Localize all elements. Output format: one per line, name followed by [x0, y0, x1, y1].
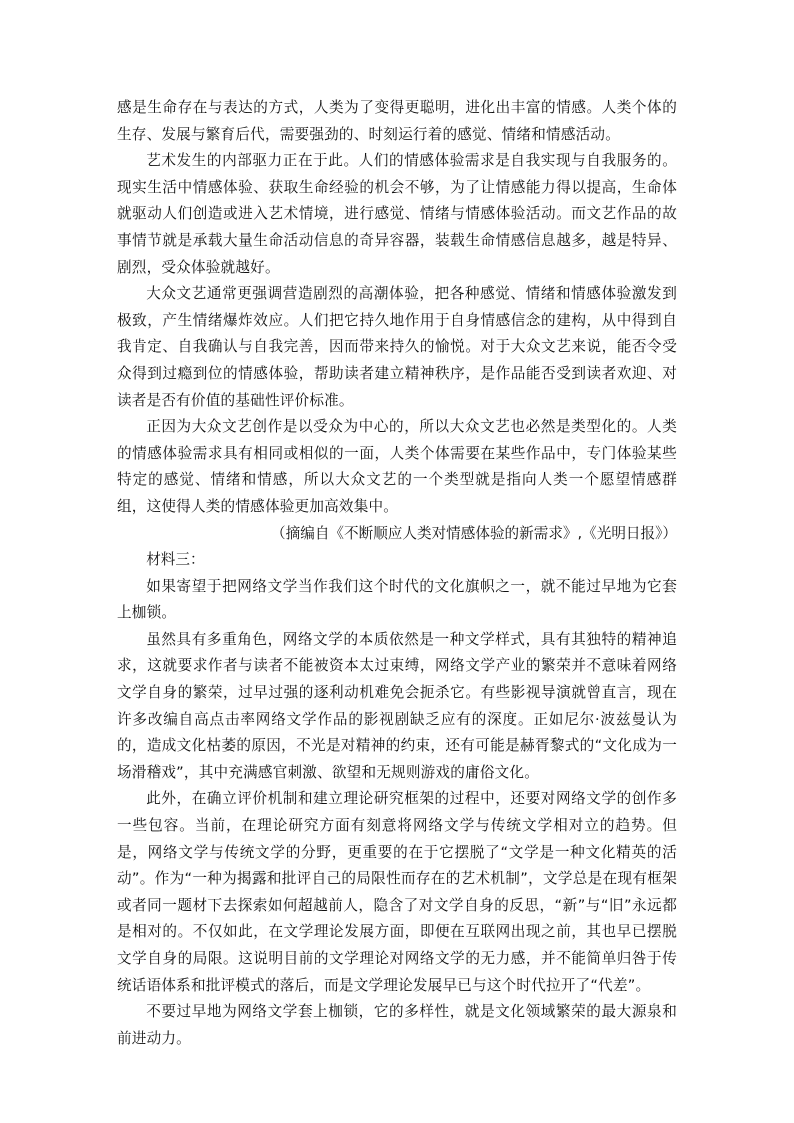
- document-page: [117, 95, 677, 1052]
- paragraph-genre: 正因为大众文艺创作是以受众为中心的，所以大众文艺也必然是类型化的。人类的情感体验需求具有相同或相似的一面，人类个体需要在某些作品中，专门体验某些特定的感觉、情绪和情感，所以大众文艺的一个类型就是指向人类一个愿望情感群组，这使得人类的情感体验更加高效集中。: [117, 418, 677, 515]
- paragraph-continued: 感是生命存在与表达的方式，人类为了变得更聪明，进化出丰富的情感。人类个体的生存、发展与繁育后代，需要强劲的、时刻运行着的感觉、情绪和情感活动。: [117, 99, 677, 143]
- source-citation: （摘编自《不断顺应人类对情感体验的新需求》,《光明日报》）: [271, 524, 677, 542]
- paragraph-popular-art: 大众文艺通常更强调营造剧烈的高潮体验，把各种感觉、情绪和情感体验激发到极致，产生情绪爆炸效应。人们把它持久地作用于自身情感信念的建构，从中得到自我肯定、自我确认与自我完善，因而带来持久的愉悦。对于大众文艺来说，能否令受众得到过瘾到位的情感体验，帮助读者建立精神秩序，是作品能否受到读者欢迎、对读者是否有价值的基础性评价标准。: [117, 285, 677, 409]
- paragraph-shackles: 如果寄望于把网络文学当作我们这个时代的文化旗帜之一，就不能过早地为它套上枷锁。: [117, 577, 677, 622]
- material-label: 材料三：: [146, 551, 205, 569]
- paragraph-art-drive: 艺术发生的内部驱力正在于此。人们的情感体验需求是自我实现与自我服务的。现实生活中情感体验、获取生命经验的机会不够，为了让情感能力得以提高，生命体就驱动人们创造或进入艺术情境，进行感觉、情绪与情感体验活动。而文艺作品的故事情节就是承载大量生命活动信息的奇异容器，装载生命情感信息越多，越是特异、剧烈，受众体验就越好。: [117, 152, 677, 276]
- paragraph-tolerance: 此外，在确立评价机制和建立理论研究框架的过程中，还要对网络文学的创作多一些包容。当前，在理论研究方面有刻意将网络文学与传统文学相对立的趋势。但是，网络文学与传统文学的分野，更重要的在于它摆脱了“文学是一种文化精英的活动”。作为“一种为揭露和批评自己的局限性而存在的艺术机制”，文学总是在现有框架或者同一题材下去探索如何超越前人，隐含了对文学自身的反思，“新”与“旧”永远都是相对的。不仅如此，在文学理论发展方面，即便在互联网出现之前，其也早已摆脱文学自身的局限。这说明目前的文学理论对网络文学的无力感，并不能简单归咎于传统话语体系和批评模式的落后，而是文学理论发展早已与这个时代拉开了“代差”。: [117, 790, 677, 994]
- paragraph-essence: 虽然具有多重角色，网络文学的本质依然是一种文学样式，具有其独特的精神追求，这就要求作者与读者不能被资本太过束缚，网络文学产业的繁荣并不意味着网络文学自身的繁荣，过早过强的逐利动机难免会扼杀它。有些影视导演就曾直言，现在许多改编自高点击率网络文学作品的影视剧缺乏应有的深度。正如尼尔·波兹曼认为的，造成文化枯萎的原因，不光是对精神的约束，还有可能是赫胥黎式的“文化成为一场滑稽戏”，其中充满感官刺激、欲望和无规则游戏的庸俗文化。: [117, 630, 677, 781]
- paragraph-conclusion: 不要过早地为网络文学套上枷锁，它的多样性，就是文化领域繁荣的最大源泉和前进动力。: [117, 1003, 677, 1047]
